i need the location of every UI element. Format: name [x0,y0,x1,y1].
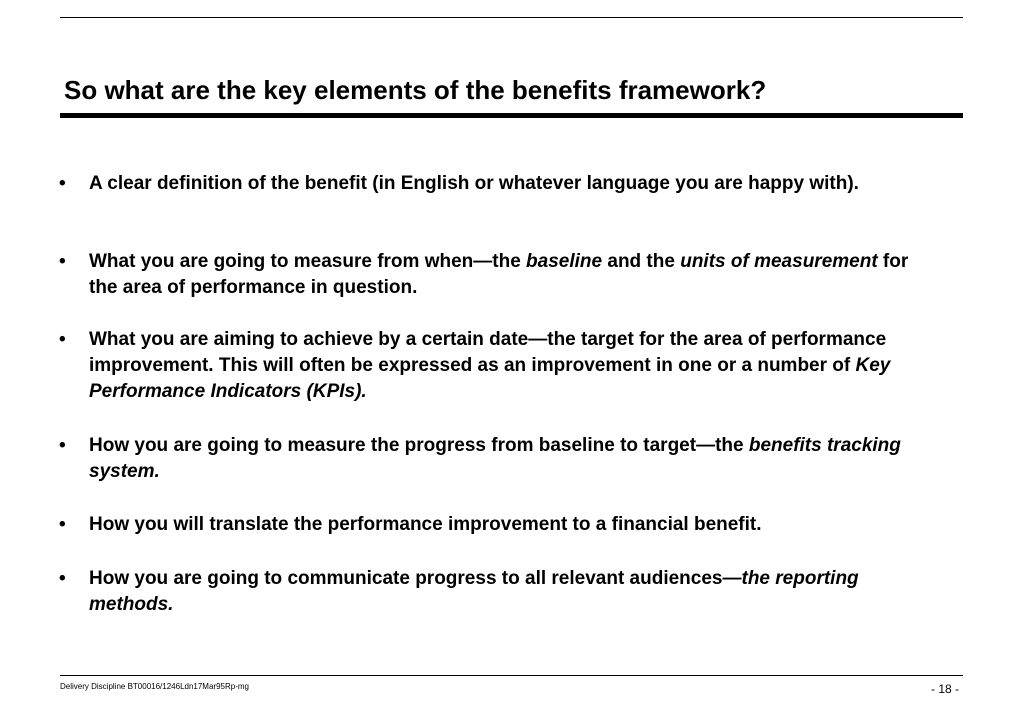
slide-title: So what are the key elements of the benefits framework? [64,75,767,105]
bullet-text-part: for the area of performance in question. [89,251,909,298]
bullet-item [59,327,939,405]
bullet-text-part: What you are aiming to achieve by a certain date—the target for the area of performance improvement. This will often be expressed as an improvement in one or a number of [89,329,887,376]
bullet-text-part: and the [602,251,681,272]
top-divider [60,17,963,18]
bullet-text-emphasis: Key Performance Indicators (KPIs). [89,355,891,402]
bullet-text-part: How you are going to communicate progress to all relevant audiences— [89,568,742,589]
bullet-item [59,512,939,538]
bullet-text [89,171,939,197]
bullet-text-emphasis: baseline [526,251,603,272]
bullet-marker: • [59,251,66,272]
bullet-text-part: How you are going to measure the progress from baseline to target—the [89,435,749,456]
bullet-marker: • [59,173,66,194]
bullet-marker: • [59,329,66,350]
bullet-text [89,566,939,618]
bullet-item [59,566,939,618]
footer-document-ref: Delivery Discipline BT00016/1246Ldn17Mar95Rp-mg [60,682,249,691]
bullet-item [59,171,939,197]
title-underline [60,113,963,118]
footer-divider [60,675,963,676]
bullet-item [59,249,939,301]
bullet-marker: • [59,514,66,535]
page-number: - 18 - [930,682,959,696]
bullet-marker: • [59,435,66,456]
bullet-text [89,512,939,538]
bullet-item [59,433,939,485]
bullet-text [89,327,939,405]
bullet-text [89,433,939,485]
bullet-text-part: What you are going to measure from when—the [89,251,527,272]
bullet-text-part: A clear definition of the benefit (in English or whatever language you are happy with). [89,173,859,194]
bullet-text-part: How you will translate the performance improvement to a financial benefit. [89,514,762,535]
bullet-text-emphasis: the reporting methods. [89,568,859,615]
bullet-text-emphasis: benefits tracking system. [89,435,901,482]
bullet-text-emphasis: units of measurement [680,251,878,272]
bullet-text [89,249,939,301]
bullet-marker: • [59,568,66,589]
